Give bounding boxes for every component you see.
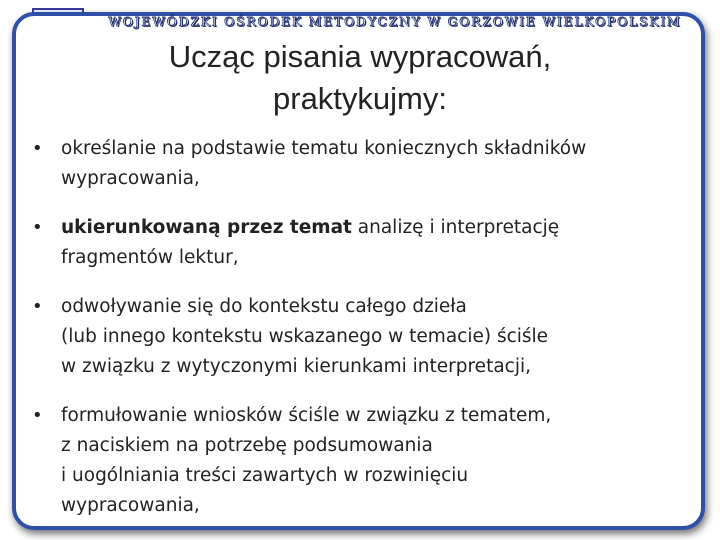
- bullet-1-line-1: określanie na podstawie tematu koniecznych składników: [61, 138, 587, 159]
- bullet-2-line-2: fragmentów lektur,: [61, 247, 239, 268]
- bullet-3-line-1: odwoływanie się do kontekstu całego dzieła: [61, 296, 467, 317]
- bullet-4-line-2: z naciskiem na potrzebę podsumowania: [61, 435, 433, 456]
- slide-title: [90, 36, 630, 120]
- institution-header: WOJEWÓDZKI OŚRODEK METODYCZNY W GORZOWIE WIELKOPOLSKIM: [108, 14, 682, 29]
- bullet-3-line-3: w związku z wytyczonymi kierunkami interpretacji,: [61, 356, 531, 377]
- bullet-4-line-1: formułowanie wniosków ściśle w związku z tematem,: [61, 405, 552, 426]
- bullet-item-1: [30, 134, 680, 194]
- bullet-list: [30, 134, 680, 540]
- bullet-item-2: [30, 213, 680, 273]
- bullet-2-line-1-rest: analizę i interpretację: [351, 217, 560, 238]
- bullet-dot-icon: •: [32, 296, 43, 317]
- bullet-3-line-2: (lub innego kontekstu wskazanego w temacie) ściśle: [61, 326, 549, 347]
- bullet-2-emphasis: ukierunkowaną przez temat: [61, 217, 352, 238]
- bullet-item-4: [30, 401, 680, 521]
- bullet-2-line-1: [61, 213, 680, 243]
- bullet-1-line-2: wypracowania,: [61, 168, 200, 189]
- slide-title-line-1: Ucząc pisania wypracowań,: [168, 39, 552, 74]
- bullet-item-3: [30, 292, 680, 382]
- bullet-dot-icon: •: [32, 217, 43, 238]
- slide-title-line-2: praktykujmy:: [273, 81, 447, 116]
- bullet-4-line-3: i uogólniania treści zawartych w rozwinięciu: [61, 465, 469, 486]
- bullet-dot-icon: •: [32, 405, 43, 426]
- bullet-4-line-4: wypracowania,: [61, 495, 200, 516]
- bullet-dot-icon: •: [32, 138, 43, 159]
